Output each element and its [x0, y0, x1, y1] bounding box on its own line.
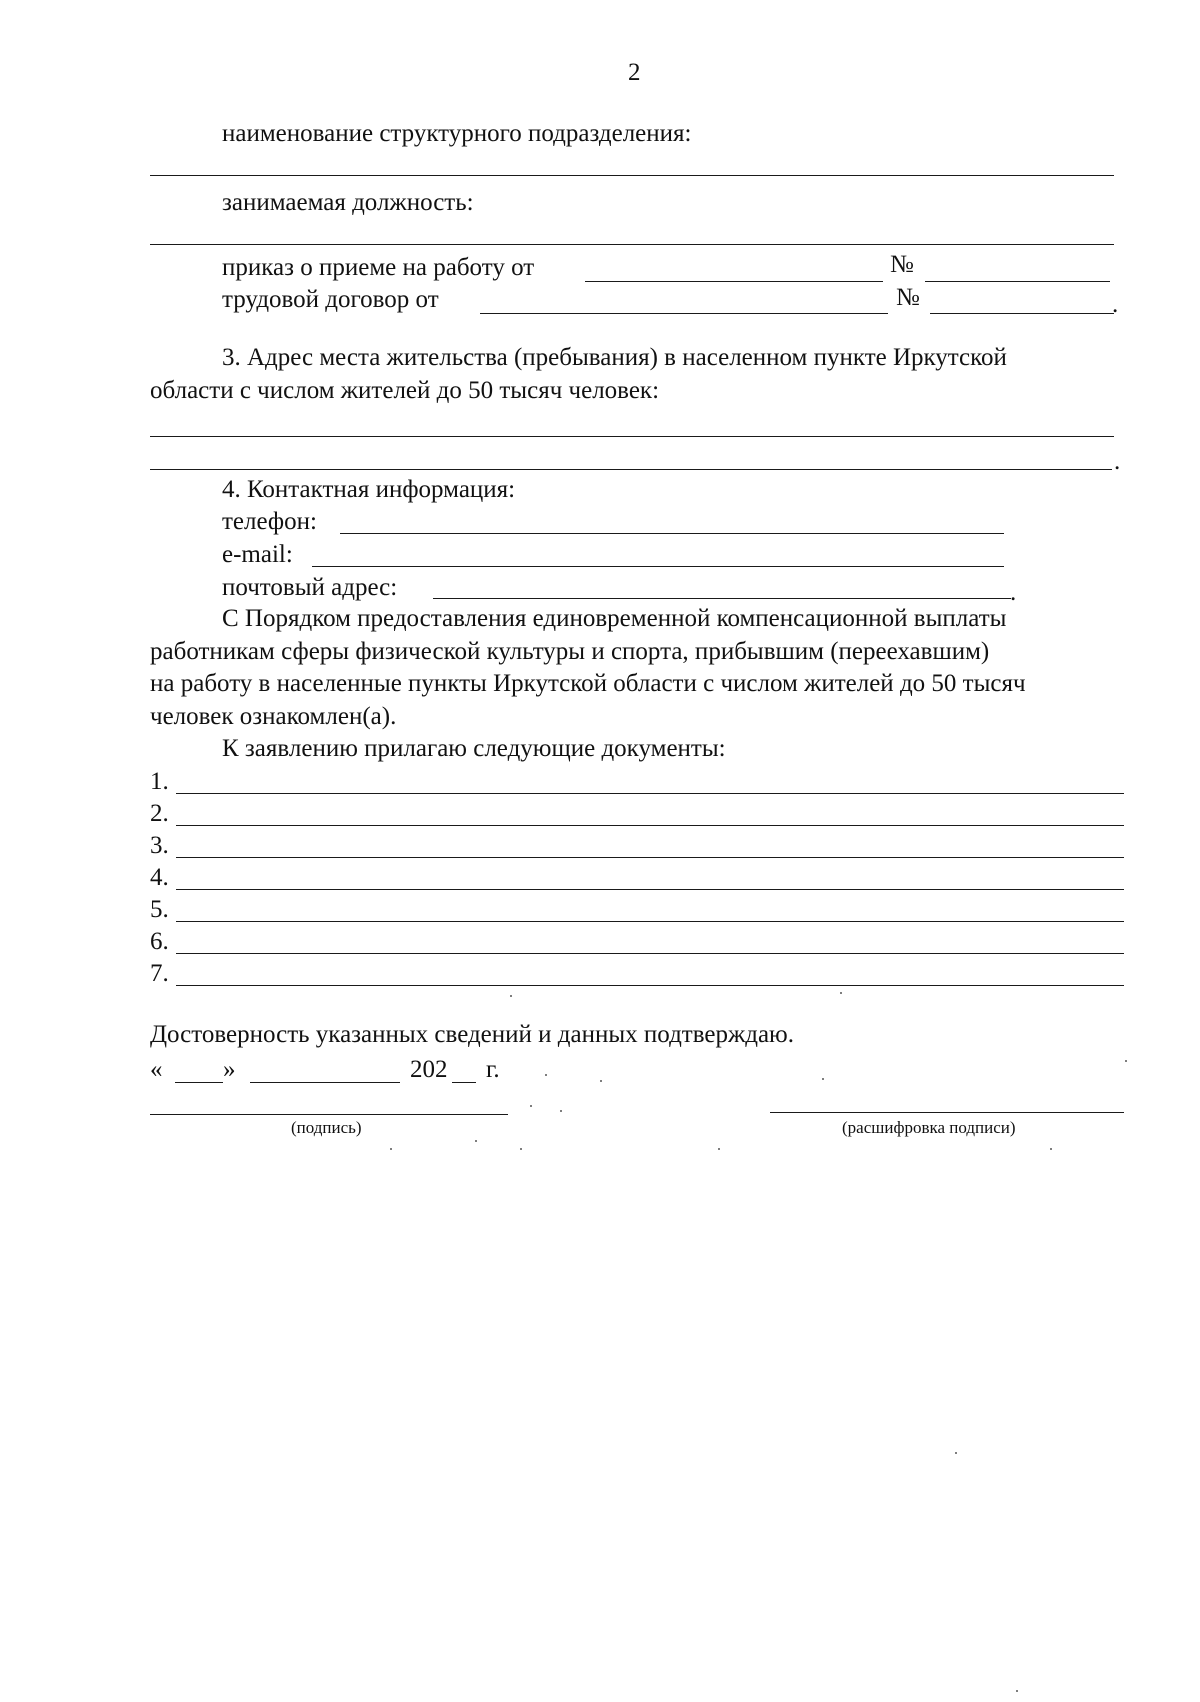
signature-decoding-field[interactable]	[770, 1112, 1124, 1113]
address-end-period: .	[1114, 448, 1121, 475]
attachment-item-field[interactable]	[176, 985, 1124, 986]
attachment-item-number: 7.	[150, 960, 169, 987]
subdivision-label: наименование структурного подразделения:	[222, 120, 692, 147]
date-month-field[interactable]	[250, 1082, 400, 1083]
position-label: занимаемая должность:	[222, 189, 474, 216]
attachment-item-field[interactable]	[176, 889, 1124, 890]
subdivision-input-line[interactable]	[150, 175, 1114, 176]
scan-speck	[560, 1110, 562, 1112]
position-input-line[interactable]	[150, 244, 1114, 245]
scan-speck	[530, 1105, 532, 1107]
postal-end-period: .	[1010, 579, 1017, 606]
postal-label: почтовый адрес:	[222, 574, 398, 601]
confirmation-text: Достоверность указанных сведений и данных подтверждаю.	[150, 1021, 794, 1048]
scan-speck	[840, 992, 842, 994]
contract-end-period: .	[1112, 291, 1119, 318]
page-number: 2	[628, 59, 641, 86]
attachment-item-number: 5.	[150, 896, 169, 923]
order-date-field[interactable]	[585, 281, 883, 282]
attachment-item-number: 3.	[150, 832, 169, 859]
scan-speck	[718, 1148, 720, 1150]
signature-caption: (подпись)	[291, 1118, 362, 1137]
attachment-item-field[interactable]	[176, 921, 1124, 922]
phone-label: телефон:	[222, 508, 317, 535]
scan-speck	[600, 1080, 602, 1082]
address-heading-line2: области с числом жителей до 50 тысяч человек:	[150, 377, 660, 404]
date-open-quote: «	[150, 1056, 163, 1083]
date-year-field[interactable]	[452, 1082, 476, 1083]
scan-speck	[1016, 1690, 1018, 1692]
scan-speck	[545, 1074, 547, 1076]
attachment-item-field[interactable]	[176, 857, 1124, 858]
scan-speck	[1050, 1148, 1052, 1150]
contract-number-label: №	[896, 284, 920, 311]
date-day-field[interactable]	[175, 1082, 223, 1083]
attachment-item-field[interactable]	[176, 793, 1124, 794]
postal-address-field[interactable]	[433, 598, 1011, 599]
contract-date-field[interactable]	[480, 313, 888, 314]
acknowledgement-line3: на работу в населенные пункты Иркутской области с числом жителей до 50 тысяч	[150, 670, 1026, 697]
attachment-item-field[interactable]	[176, 953, 1124, 954]
scan-speck	[955, 1452, 957, 1454]
acknowledgement-line2: работникам сферы физической культуры и спорта, прибывшим (переехавшим)	[150, 638, 990, 665]
address-input-line-2[interactable]	[150, 469, 1112, 470]
scan-speck	[510, 995, 512, 997]
acknowledgement-line1: С Порядком предоставления единовременной компенсационной выплаты	[222, 605, 1007, 632]
address-heading-line1: 3. Адрес места жительства (пребывания) в населенном пункте Иркутской	[222, 344, 1007, 371]
date-year-prefix: 202	[410, 1056, 448, 1083]
order-number-label: №	[890, 251, 914, 278]
scan-speck	[1125, 1060, 1127, 1062]
attachments-heading: К заявлению прилагаю следующие документы:	[222, 735, 726, 762]
order-number-field[interactable]	[925, 281, 1110, 282]
email-label: e-mail:	[222, 541, 293, 568]
acknowledgement-line4: человек ознакомлен(а).	[150, 703, 397, 730]
email-field[interactable]	[312, 566, 1004, 567]
date-year-suffix: г.	[486, 1056, 500, 1083]
scan-speck	[475, 1140, 477, 1142]
scan-speck	[390, 1148, 392, 1150]
attachment-item-number: 4.	[150, 864, 169, 891]
address-input-line-1[interactable]	[150, 436, 1114, 437]
attachment-item-number: 6.	[150, 928, 169, 955]
contract-number-field[interactable]	[930, 313, 1114, 314]
attachment-item-field[interactable]	[176, 825, 1124, 826]
scan-speck	[520, 1148, 522, 1150]
signature-field[interactable]	[150, 1114, 508, 1115]
scan-speck	[822, 1078, 824, 1080]
contract-label: трудовой договор от	[222, 286, 439, 313]
signature-decoding-caption: (расшифровка подписи)	[842, 1118, 1016, 1137]
order-label: приказ о приеме на работу от	[222, 254, 535, 281]
phone-field[interactable]	[340, 533, 1004, 534]
date-close-quote: »	[223, 1056, 236, 1083]
attachment-item-number: 2.	[150, 800, 169, 827]
contacts-heading: 4. Контактная информация:	[222, 476, 516, 503]
attachment-item-number: 1.	[150, 768, 169, 795]
